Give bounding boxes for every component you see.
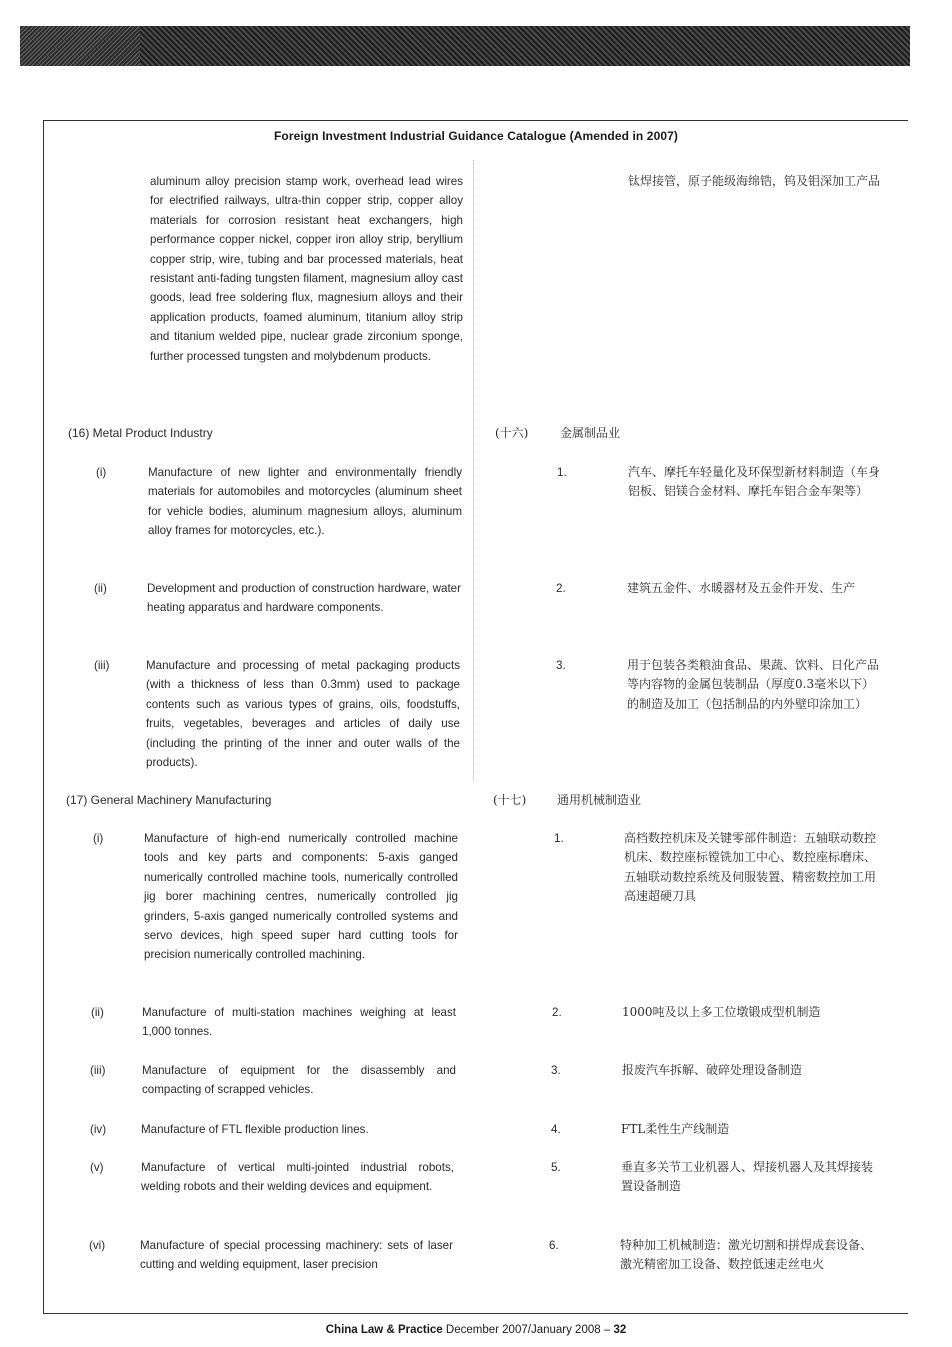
- item-17-1-zh-number: 1.: [554, 832, 564, 845]
- item-16-3-number: (iii): [94, 659, 110, 672]
- item-16-2-number: (ii): [94, 582, 107, 595]
- item-16-2-zh: 建筑五金件、水暖器材及五金件开发、生产: [627, 581, 856, 595]
- item-17-4-zh: FTL柔性生产线制造: [621, 1122, 730, 1136]
- footer-date: December 2007/January 2008: [445, 1324, 601, 1336]
- section-16-zh-title: 金属制品业: [560, 426, 621, 440]
- item-17-2-zh-number: 2.: [552, 1006, 562, 1019]
- item-16-2-zh-number: 2.: [556, 582, 566, 595]
- item-17-5-zh-number: 5.: [551, 1161, 561, 1174]
- item-16-3-en: Manufacture and processing of metal packaging products (with a thickness of less than 0.3mm) used to package contents such as various types of grains, oils, foodstuffs, fruits, vegetables, beverages and articles of daily use (including the printing of the inner and outer walls of the products).: [146, 659, 460, 770]
- section-17-zh-number: (十七): [493, 793, 527, 807]
- item-17-3-number: (iii): [90, 1064, 106, 1077]
- item-17-3-zh: 报废汽车拆解、破碎处理设备制造: [622, 1063, 803, 1077]
- item-17-6-zh: 特种加工机械制造：激光切割和拼焊成套设备、激光精密加工设备、数控低速走丝电火: [620, 1238, 873, 1272]
- page-title: Foreign Investment Industrial Guidance Catalogue (Amended in 2007): [273, 129, 678, 143]
- page-footer: [0, 1324, 952, 1336]
- section-16-en-title: (16) Metal Product Industry: [68, 426, 213, 440]
- intro-zh-text: 钛焊接管，原子能级海绵锆，钨及钼深加工产品: [628, 174, 881, 188]
- section-16-zh-number: (十六): [495, 426, 529, 440]
- footer-publication: China Law & Practice: [325, 1324, 443, 1336]
- item-17-5-number: (v): [90, 1161, 104, 1174]
- item-17-6-zh-number: 6.: [549, 1239, 559, 1252]
- section-17-zh-title: 通用机械制造业: [557, 793, 642, 807]
- item-17-2-zh: 1000吨及以上多工位墩锻成型机制造: [622, 1005, 821, 1019]
- item-17-6-number: (vi): [89, 1239, 106, 1252]
- column-divider: [473, 160, 474, 780]
- item-17-6-en: Manufacture of special processing machinery: sets of laser cutting and welding equipment, laser precision: [140, 1239, 453, 1272]
- footer-separator: –: [603, 1324, 611, 1336]
- footer-page-number: 32: [613, 1324, 627, 1336]
- item-16-1-number: (i): [96, 466, 107, 479]
- item-17-2-en: Manufacture of multi-station machines weighing at least 1,000 tonnes.: [142, 1006, 456, 1039]
- item-17-4-number: (iv): [90, 1123, 107, 1136]
- item-16-1-zh: 汽车、摩托车轻量化及环保型新材料制造（车身铝板、铝镁合金材料、摩托车铝合金车架等）: [628, 465, 881, 499]
- item-16-3-zh-number: 3.: [556, 659, 566, 672]
- item-17-1-number: (i): [93, 832, 104, 845]
- item-16-3-zh: 用于包装各类粮油食品、果蔬、饮料、日化产品等内容物的金属包装制品（厚度0.3毫米以下）的制造及加工（包括制品的内外壁印涂加工）: [627, 658, 880, 711]
- item-16-1-en: Manufacture of new lighter and environmentally friendly materials for automobiles and motorcycles (aluminum sheet for vehicle bodies, aluminum magnesium alloys, aluminum alloy frames for motorcycles, etc.).: [148, 466, 462, 538]
- section-17-en-title: (17) General Machinery Manufacturing: [66, 793, 272, 807]
- item-16-2-en: Development and production of construction hardware, water heating apparatus and hardware components.: [147, 582, 461, 615]
- top-banner-bar: [20, 26, 910, 66]
- item-17-5-en: Manufacture of vertical multi-jointed industrial robots, welding robots and their welding devices and equipment.: [141, 1161, 454, 1194]
- item-17-1-zh: 高档数控机床及关键零部件制造：五轴联动数控机床、数控座标镗铣加工中心、数控座标磨床、五轴联动数控系统及伺服装置、精密数控加工用高速超硬刀具: [624, 831, 877, 904]
- item-17-2-number: (ii): [91, 1006, 104, 1019]
- item-17-4-zh-number: 4.: [551, 1123, 561, 1136]
- item-17-3-zh-number: 3.: [551, 1064, 561, 1077]
- intro-en-text: aluminum alloy precision stamp work, overhead lead wires for electrified railways, ultra-thin copper strip, copper alloy materials for corrosion resistant heat exchangers, high performance copper nickel, copper iron alloy strip, beryllium copper strip, wire, tubing and bar processed materials, heat resistant anti-fading tungsten filament, magnesium alloy cast goods, lead free soldering flux, magnesium alloys and their application products, foamed aluminum, titanium alloy strip and titanium welded pipe, nuclear grade zirconium sponge, further processed tungsten and molybdenum products.: [150, 175, 463, 363]
- item-17-5-zh: 垂直多关节工业机器人、焊接机器人及其焊接装置设备制造: [621, 1160, 874, 1194]
- item-17-1-en: Manufacture of high-end numerically controlled machine tools and key parts and components: 5-axis ganged numerically controlled machine tools, numerically controlled jig borer machining centres, numerically controlled jig grinders, 5-axis ganged numerically controlled systems and servo devices, high speed super hard cutting tools for precision numerically controlled machining.: [144, 832, 458, 962]
- item-16-1-zh-number: 1.: [557, 466, 567, 479]
- item-17-4-en: Manufacture of FTL flexible production lines.: [141, 1123, 369, 1136]
- item-17-3-en: Manufacture of equipment for the disassembly and compacting of scrapped vehicles.: [142, 1064, 456, 1097]
